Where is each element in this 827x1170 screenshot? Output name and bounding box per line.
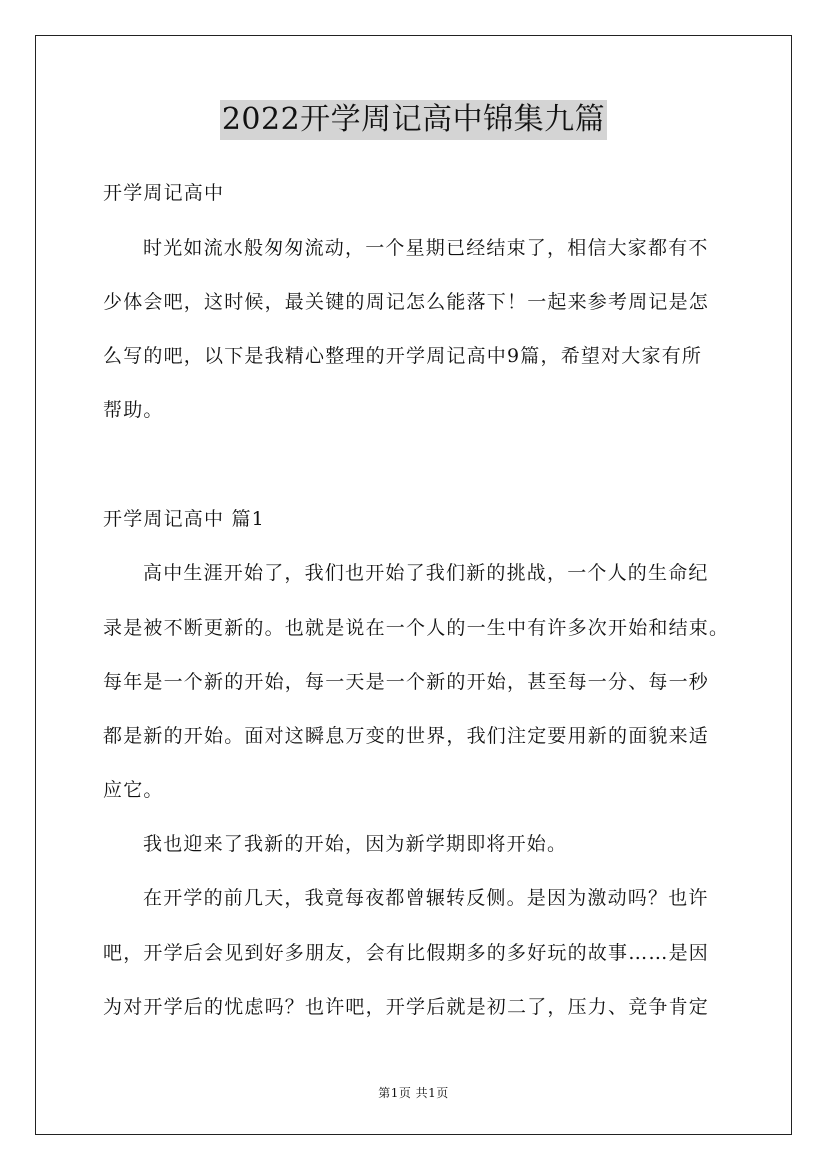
paragraph-line: 应它。 xyxy=(103,779,164,801)
paragraph-line: 在开学的前几天，我竟每夜都曾辗转反侧。是因为激动吗？也许 xyxy=(143,887,709,909)
paragraph-line: 都是新的开始。面对这瞬息万变的世界，我们注定要用新的面貌来适 xyxy=(103,725,710,747)
paragraph-line: 录是被不断更新的。也就是说在一个人的一生中有许多次开始和结束。 xyxy=(103,617,730,639)
paragraph-line: 每年是一个新的开始，每一天是一个新的开始，甚至每一分、每一秒 xyxy=(103,671,710,693)
paragraph-line: 高中生涯开始了，我们也开始了我们新的挑战，一个人的生命纪 xyxy=(143,562,709,584)
intro-line: 时光如流水般匆匆流动，一个星期已经结束了，相信大家都有不 xyxy=(143,237,709,259)
paragraph-line: 我也迎来了我新的开始，因为新学期即将开始。 xyxy=(143,833,568,855)
document-title: 2022开学周记高中锦集九篇 xyxy=(220,100,607,140)
paragraph-line: 为对开学后的忧虑吗？也许吧，开学后就是初二了，压力、竞争肯定 xyxy=(103,996,710,1018)
title-container xyxy=(0,100,827,140)
page-footer: 第1页 共1页 xyxy=(378,1086,449,1100)
intro-line: 帮助。 xyxy=(103,399,164,421)
intro-line: 少体会吧，这时候，最关键的周记怎么能落下！一起来参考周记是怎 xyxy=(103,291,710,313)
intro-line: 么写的吧，以下是我精心整理的开学周记高中9篇，希望对大家有所 xyxy=(103,345,703,367)
article-heading: 开学周记高中 篇1 xyxy=(103,508,265,530)
paragraph-line: 吧，开学后会见到好多朋友，会有比假期多的多好玩的故事……是因 xyxy=(103,942,710,964)
section-heading: 开学周记高中 xyxy=(103,182,225,204)
